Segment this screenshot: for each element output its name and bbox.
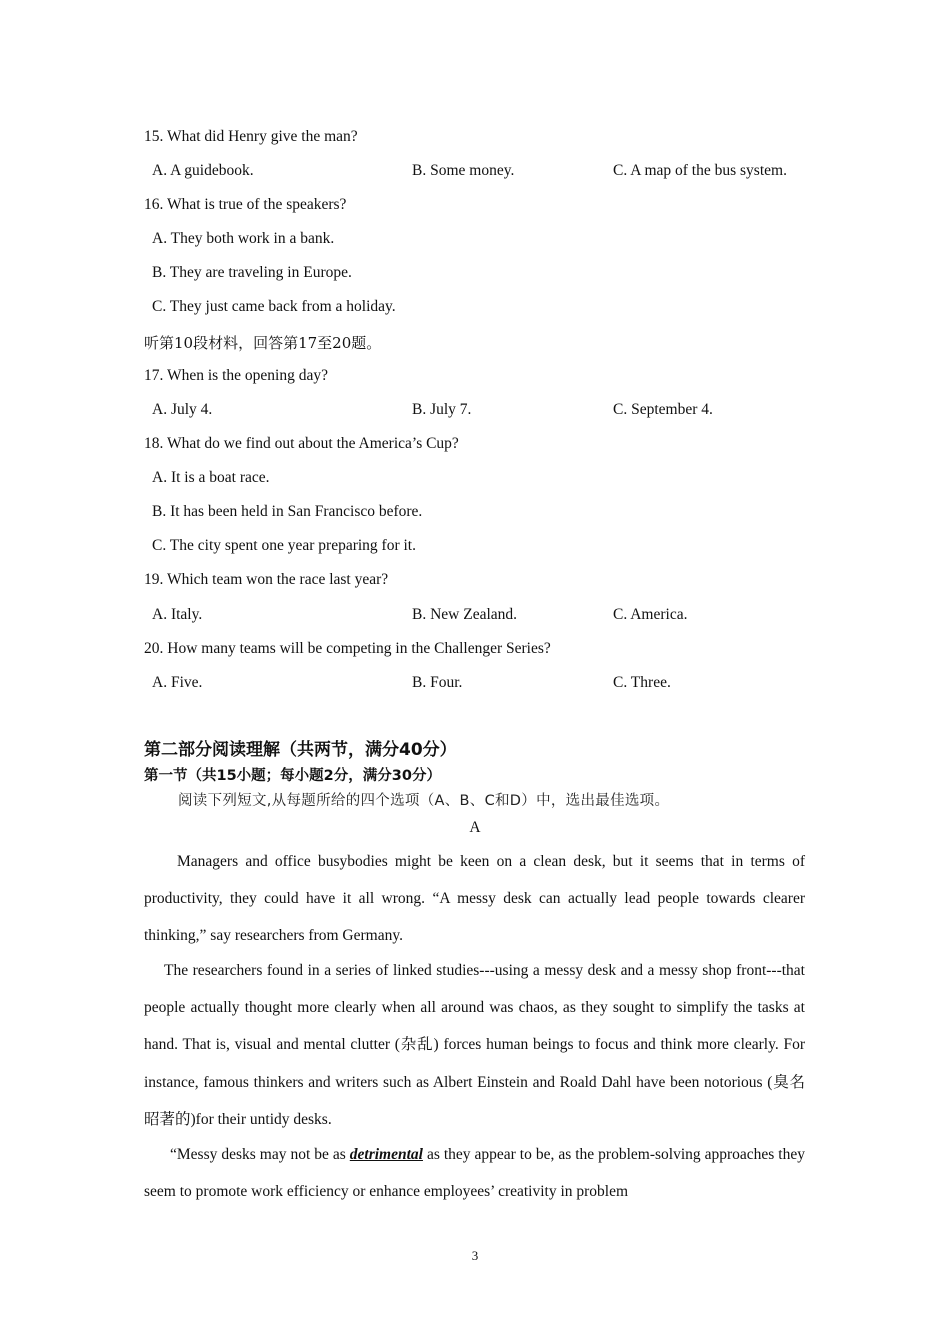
passage-paragraph-2: The researchers found in a series of linked studies---using a messy desk and a messy shop front---that people actually thought more clearly when all around was chaos, as they sought to simplify the tasks at hand. That is, visual and mental clutter (杂乱) forces human beings to focus and think more clearly. For instance, famous thinkers and writers such as Albert Einstein and Roald Dahl have been notorious (臭名昭著的)for their untidy desks. [144, 962, 805, 1128]
question-15-option-a: A. A guidebook. [152, 162, 254, 179]
section-10-instruction: 听第10段材料，回答第17至20题。 [144, 334, 382, 352]
question-15-stem: 15. What did Henry give the man? [144, 128, 358, 145]
question-16-option-a: A. They both work in a bank. [152, 230, 335, 247]
question-20-stem: 20. How many teams will be competing in the Challenger Series? [144, 640, 551, 657]
question-18-option-a: A. It is a boat race. [152, 469, 270, 486]
passage-paragraph-3 [144, 1136, 805, 1210]
question-17-option-b: B. July 7. [412, 401, 472, 418]
page-number: 3 [471, 1248, 479, 1263]
passage-paragraph-1: Managers and office busybodies might be keen on a clean desk, but it seems that in terms of productivity, they could have it all wrong. “A messy desk can actually lead people towards clearer thinking,” say researchers from Germany. [144, 853, 805, 945]
question-15-option-c: C. A map of the bus system. [613, 162, 787, 179]
question-17-option-a: A. July 4. [152, 401, 213, 418]
passage-label: A [469, 819, 481, 836]
question-19-option-b: B. New Zealand. [412, 606, 518, 623]
question-20-option-b: B. Four. [412, 674, 463, 691]
paragraph-3-lead: “Messy desks may not be as [170, 1146, 350, 1163]
question-19-stem: 19. Which team won the race last year? [144, 571, 389, 588]
question-16-option-b: B. They are traveling in Europe. [152, 264, 352, 281]
question-20-option-c: C. Three. [613, 674, 671, 691]
question-17-stem: 17. When is the opening day? [144, 367, 328, 384]
part-2-title: 第二部分阅读理解（共两节，满分40分） [144, 740, 457, 760]
question-18-option-c: C. The city spent one year preparing for it. [152, 537, 416, 554]
question-19-option-c: C. America. [613, 606, 688, 623]
question-19-option-a: A. Italy. [152, 606, 203, 623]
reading-instruction: 阅读下列短文,从每题所给的四个选项（A、B、C和D）中，选出最佳选项。 [178, 793, 670, 809]
question-20-option-a: A. Five. [152, 674, 203, 691]
question-16-option-c: C. They just came back from a holiday. [152, 298, 396, 315]
question-16-stem: 16. What is true of the speakers? [144, 196, 347, 213]
question-15-option-b: B. Some money. [412, 162, 515, 179]
question-18-stem: 18. What do we find out about the America’s Cup? [144, 435, 459, 452]
question-17-option-c: C. September 4. [613, 401, 713, 418]
section-1-heading: 第一节（共15小题；每小题2分，满分30分） [144, 768, 441, 784]
vocabulary-word: detrimental [349, 1146, 423, 1163]
paragraph-3-rest: as they appear to be, as the problem-solving approaches they seem to promote work efficiency or enhance employees’ creativity in problem [144, 1146, 805, 1201]
question-18-option-b: B. It has been held in San Francisco before. [152, 503, 423, 520]
